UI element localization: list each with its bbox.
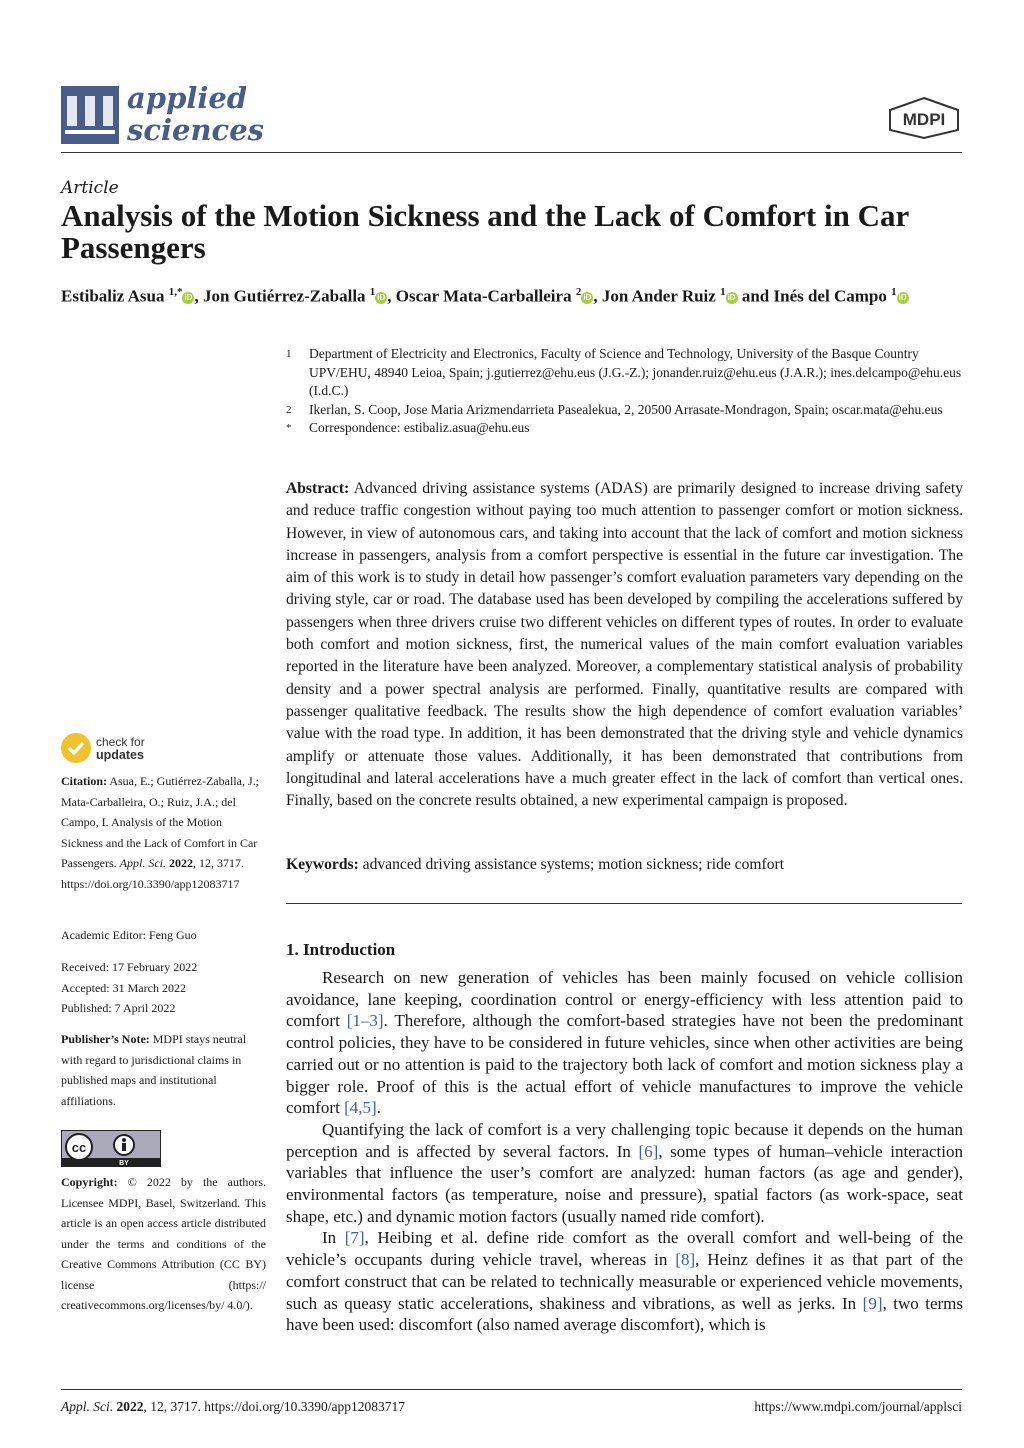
reference-link[interactable]: [9] [862, 1293, 883, 1313]
affiliation-item [286, 345, 966, 401]
copyright [61, 1172, 266, 1316]
orcid-icon[interactable]: iD [898, 292, 907, 302]
paragraph-text: In [322, 1228, 345, 1248]
received-date: Received: 17 February 2022 [61, 960, 198, 974]
check-line1: check for [96, 735, 145, 749]
author-name: Jon Gutiérrez-Zaballa [202, 286, 370, 306]
section-body [286, 967, 963, 1336]
author-name: Estibaliz Asua [61, 286, 169, 306]
paragraph-text: . [376, 1098, 381, 1118]
citation [61, 771, 266, 894]
abstract-text: Advanced driving assistance systems (ADAS) are primarily designed to increase driving safety and reduce traffic congestion without paying too much attention to passenger comfort or motion sickness. However, in view of autonomous cars, and taking into account that the lack of comfort and motion sickness increase in passengers, analysis from a comfort perspective is essential in the future car investigation. The aim of this work is to study in detail how passenger’s comfort evaluation parameters vary depending on the driving style, car or road. The database used has been developed by compiling the accelerations suffered by passengers when three drivers cruise two different vehicles on different types of routes. In order to evaluate both comfort and motion sickness, first, the numerical values of the main comfort evaluation variables reported in the literature have been analyzed. Moreover, a complementary statistical analysis of probability density and a power spectral analysis are performed. Finally, quantitative results are compared with passenger qualitative feedback. The results show the high dependence of comfort evaluation variables’ value with the road type. In addition, it has been demonstrated that the driving style and vehicle dynamics amplify or attenuate those values. Additionally, it has been demonstrated that contributions from longitudinal and lateral accelerations have a much greater effect in the lack of comfort than vertical ones. Finally, based on the concrete results obtained, a new experimental campaign is proposed. [286, 480, 963, 810]
citation-text: Asua, E.; Gutiérrez-Zaballa, J.; Mata-Carballeira, O.; Ruiz, J.A.; del Campo, I. Analysis of the Motion Sickness and the Lack of Comfort in Car Passengers. [61, 774, 259, 870]
keywords-label: Keywords: [286, 856, 359, 873]
reference-link[interactable]: [1–3] [346, 1011, 384, 1031]
paragraph-text: Research on new generation of vehicles has been mainly focused on vehicle collision avoidance, lane keeping, coordination control or energy-efficiency with less attention paid to comfort [286, 968, 963, 1031]
orcid-icon[interactable]: iD [583, 292, 592, 302]
svg-text:cc: cc [71, 1140, 87, 1155]
accepted-date: Accepted: 31 March 2022 [61, 980, 186, 995]
affiliations [286, 345, 966, 438]
footer-year: 2022 [116, 1399, 144, 1414]
abstract-label: Abstract: [286, 480, 350, 497]
reference-link[interactable]: [8] [675, 1250, 696, 1270]
paragraph-text: Quantifying the lack of comfort is a very challenging topic because it depends on the human perception and is affected by several factors. In [286, 1119, 963, 1161]
paragraph [286, 967, 963, 1119]
paragraph [286, 1227, 963, 1336]
orcid-icon[interactable]: iD [184, 292, 193, 302]
footer-divider [61, 1389, 962, 1390]
author-affiliation-mark: 1 [720, 286, 726, 298]
section-divider [286, 903, 962, 904]
orcid-icon[interactable]: iD [727, 292, 736, 302]
keywords-text: advanced driving assistance systems; motion sickness; ride comfort [362, 856, 785, 873]
pubnote-text: MDPI stays neutral with regard to jurisdictional claims in published maps and institutional affiliations. [61, 1032, 247, 1108]
citation-label: Citation: [61, 774, 107, 788]
check-line2: updates [96, 748, 144, 762]
author-list: Estibaliz Asua $^{1,*}$ iD , Jon Gutiérrez-Zaballa $^1$ iD , Oscar Mata-Carballeira $^2$ iD , Jon Ander Ruiz $^1$ iD and Inés del Campo $^1$ iD [61, 286, 907, 306]
footer-journal-url[interactable]: https://www.mdpi.com/journal/applsci [754, 1399, 962, 1414]
author-affiliation-mark: 2 [575, 286, 582, 298]
footer-citation [61, 1399, 405, 1415]
affiliation-text: Ikerlan, S. Coop, Jose Maria Arizmendarrieta Pasealekua, 2, 20500 Arrasate-Mondragon, Spain; oscar.mata@ehu.eus [309, 401, 943, 417]
author-affiliation-mark: 1 [369, 286, 376, 298]
citation-doi-link[interactable]: , 12, 3717. https://doi.org/10.3390/app12083717 [61, 856, 244, 891]
affiliation-mark: 1 [286, 348, 292, 360]
reference-link[interactable]: [4,5] [344, 1098, 377, 1118]
journal-name: applied sciences [127, 81, 264, 147]
reference-link[interactable]: [7] [344, 1228, 365, 1248]
affiliation-item [286, 401, 966, 420]
paragraph-text: , some types of human–vehicle interaction variables that influence the user’s comfort are analyzed: human factors (as age and gender), environmental factors (as temperature, noise and pressure), spatial factors (as work-space, seat shape, etc.) and dynamic motion factors (usually named ride comfort). [286, 1141, 963, 1226]
copyright-text: © 2022 by the authors. Licensee MDPI, Basel, Switzerland. This article is an open access article distributed under the terms and conditions of the Creative Commons Attribution (CC BY) license (https:// creativecommons.org/licenses/by/ 4.0/). [61, 1175, 266, 1312]
pubnote-label: Publisher’s Note: [61, 1032, 150, 1046]
journal-logo-icon [61, 86, 119, 144]
cc-by-license-icon[interactable] [61, 1130, 161, 1167]
citation-journal: Appl. Sci. [119, 856, 166, 870]
check-for-updates-button[interactable] [61, 733, 221, 767]
paragraph-text: , Heinz defines it as that part of the comfort construct that can be related to technically measurable or experienced vehicle movements, such as queasy static accelerations, shakiness and vibrations, as well as jerks. In [286, 1250, 963, 1313]
footer-doi[interactable]: , 12, 3717. https://doi.org/10.3390/app12083717 [143, 1399, 406, 1414]
cc-label: BY [119, 1160, 129, 1166]
abstract [286, 478, 963, 812]
article-type: Article [61, 178, 119, 198]
affiliation-mark: 2 [286, 403, 292, 416]
reference-link[interactable]: [6] [638, 1141, 659, 1161]
author-affiliation-mark: 1 [891, 286, 897, 298]
copyright-label: Copyright: [61, 1175, 118, 1189]
mdpi-logo [888, 96, 960, 140]
author-name: Oscar Mata-Carballeira [395, 286, 576, 306]
published-date: Published: 7 April 2022 [61, 1001, 176, 1015]
author-affiliation-mark: 1,* [168, 286, 183, 298]
publisher-note [61, 1029, 266, 1111]
paragraph [286, 1119, 963, 1228]
citation-year: 2022 [169, 856, 193, 870]
author-name: Inés del Campo [773, 286, 892, 306]
checkmark-icon [61, 733, 91, 763]
header-divider [61, 152, 962, 153]
footer-journal: Appl. Sci. [61, 1399, 114, 1414]
keywords [286, 856, 963, 874]
academic-editor: Academic Editor: Feng Guo [61, 928, 197, 942]
paragraph-text: , two terms have been used: discomfort (also named average discomfort), which is [286, 1293, 963, 1335]
publisher-name: MDPI [902, 110, 946, 129]
affiliation-text: Correspondence: estibaliz.asua@ehu.eus [309, 420, 530, 435]
author-name: Jon Ander Ruiz [601, 286, 721, 306]
affiliation-mark: * [286, 422, 292, 434]
affiliation-item [286, 419, 966, 438]
paragraph-text: , Heibing et al. define ride comfort as the overall comfort and well-being of the vehicle’s occupants during vehicle travel, whereas in [286, 1228, 963, 1270]
affiliation-text: Department of Electricity and Electronics, Faculty of Science and Technology, University of the Basque Country UPV/EHU, 48940 Leioa, Spain; j.gutierrez@ehu.eus (J.G.-Z.); jonander.ruiz@ehu.eus (J.A.R.); ines.delcampo@ehu.eus (I.d.C.) [309, 346, 962, 398]
paragraph-text: . Therefore, although the comfort-based strategies have not been the predominant control policies, they have to be considered in future vehicles, since when other activities are being carried out or no attention is paid to the trajectory both lack of comfort and motion sickness play a bigger role. Proof of this is the actual effort of vehicle manufactures to improve the vehicle comfort [286, 1011, 963, 1118]
orcid-icon[interactable]: iD [377, 292, 386, 302]
article-title: Analysis of the Motion Sickness and the Lack of Comfort in Car Passengers [61, 198, 909, 265]
dates [61, 957, 266, 1019]
section-heading: 1. Introduction [286, 940, 396, 959]
